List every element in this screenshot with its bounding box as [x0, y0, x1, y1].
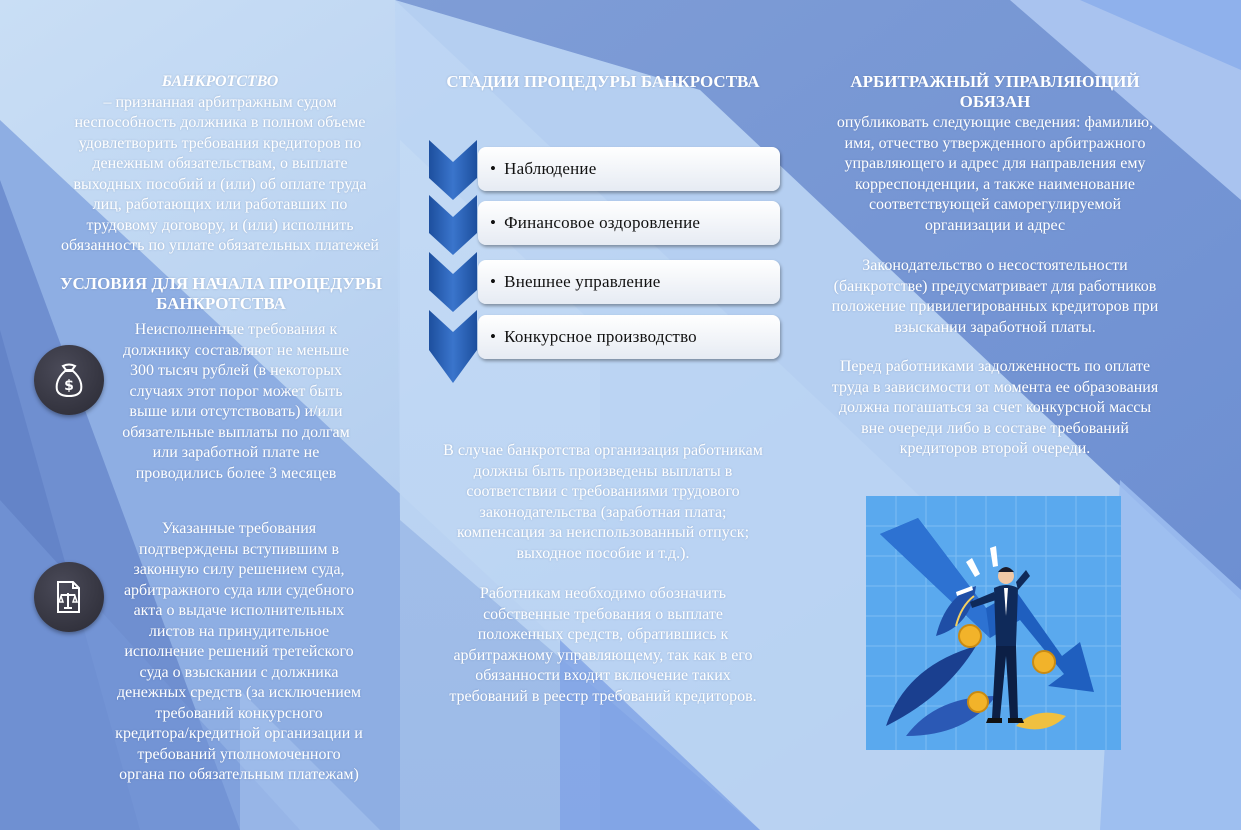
stage-item [478, 315, 780, 359]
definition-line: выходных пособий и (или) об оплате труда [73, 175, 367, 193]
definition-line: неспособность должника в полном объеме [74, 114, 366, 131]
payments-line: В случае банкротства организация работникам [443, 442, 763, 459]
condition-2-line: акта о выдаче исполнительных [133, 602, 345, 619]
manager-line: Перед работниками задолженность по оплате [839, 358, 1151, 375]
definition-line: трудовому договору, и (или) исполнить [86, 216, 354, 234]
bullet: • [490, 159, 497, 178]
payments-paragraph-1 [412, 441, 794, 564]
payments-line: выходное пособие и т.д.). [516, 544, 690, 562]
money-bag-icon [34, 345, 104, 415]
condition-2-line: требований уполномоченного [137, 745, 341, 763]
condition-1-line: или заработной плате не [152, 444, 320, 461]
bullet: • [490, 327, 497, 346]
definition-block [30, 72, 410, 257]
definition-line: обязанность по уплате обязательных платежей [61, 237, 379, 254]
stages-heading: СТАДИИ ПРОЦЕДУРЫ БАНКРОСТВА [446, 72, 760, 91]
payments-line: собственные требования о выплате [483, 605, 723, 623]
definition-line: денежным обязательствам, о выплате [92, 155, 348, 172]
stage-item [478, 260, 780, 304]
manager-line: Законодательство о несостоятельности [862, 257, 1128, 274]
condition-2-line: денежных средств (за исключением [116, 684, 362, 701]
condition-2-line: Указанные требования [161, 520, 317, 537]
manager-line: труда в зависимости от момента ее образования [831, 378, 1159, 396]
manager-heading-line: ОБЯЗАН [959, 92, 1031, 111]
stage-label: Финансовое оздоровление [504, 213, 701, 232]
condition-1-line: должнику составляют не меньше [122, 341, 350, 359]
condition-2-line: листов на принудительное [148, 622, 330, 640]
stage-label: Наблюдение [504, 159, 597, 178]
condition-2-line: арбитражного суда или судебного [123, 581, 355, 599]
manager-paragraph-3 [800, 357, 1190, 460]
manager-line: положение привилегированных кредиторов при [831, 298, 1159, 315]
payments-line: арбитражному управляющему, так как в его [453, 646, 753, 664]
manager-line: имя, отчество утвержденного арбитражного [844, 134, 1146, 152]
payments-line: должны быть произведены выплаты в [473, 462, 733, 480]
condition-1-line: Неисполненные требования к [134, 321, 338, 338]
conditions-heading: УСЛОВИЯ ДЛЯ НАЧАЛА ПРОЦЕДУРЫ БАНКРОТСТВА [60, 274, 382, 313]
condition-2-line: требований конкурсного [155, 704, 323, 722]
bullet: • [490, 272, 497, 291]
stage-item [478, 201, 780, 245]
definition-line: удовлетворить требования кредиторов по [78, 134, 362, 152]
manager-line: (банкротстве) предусматривает для работников [833, 277, 1157, 295]
payments-paragraph-2 [412, 584, 794, 707]
condition-2-line: суда о взыскании с должника [139, 663, 339, 681]
manager-paragraph-1 [800, 113, 1190, 236]
condition-1-line: проводились более 3 месяцев [135, 464, 337, 482]
stage-item [478, 147, 780, 191]
manager-heading [800, 72, 1190, 112]
manager-line: организации и адрес [924, 216, 1066, 234]
payments-line: компенсация за неиспользованный отпуск; [456, 524, 750, 541]
payments-line: требований в реестр требований кредиторов. [449, 687, 757, 705]
condition-2-line: исполнение решений третейского [124, 643, 354, 660]
condition-2-text [94, 519, 384, 786]
condition-1-text [96, 320, 376, 484]
condition-2-line: органа по обязательным платежам) [119, 766, 359, 783]
manager-line: управляющего и адрес для направления ему [844, 155, 1146, 172]
manager-line: опубликовать следующие сведения: фамилию, [836, 114, 1154, 131]
definition-term: БАНКРОТСТВО [161, 73, 279, 90]
stage-label: Внешнее управление [504, 272, 661, 291]
manager-line: корреспонденции, а также наименование [855, 175, 1135, 193]
payments-line: Работникам необходимо обозначить [479, 585, 727, 602]
condition-2-line: законную силу решением суда, [133, 561, 345, 578]
payments-line: обязанности входит включение таких [475, 667, 731, 684]
stage-label: Конкурсное производство [504, 327, 697, 346]
manager-line: должна погашаться за счет конкурсной массы [838, 399, 1152, 416]
svg-text:$: $ [64, 378, 74, 394]
payments-line: положенных средств, обратившись к [477, 626, 729, 643]
payments-line: законодательства (заработная плата; [479, 503, 727, 521]
manager-line: взыскании заработной платы. [894, 318, 1096, 336]
condition-1-line: обязательные выплаты по долгам [122, 423, 350, 441]
definition-line: лиц, работающих или работавших по [92, 196, 348, 213]
condition-1-line: выше или отсутствовать) и/или [129, 403, 343, 420]
condition-1-line: случаях этот порог может быть [129, 382, 343, 400]
condition-2-line: кредитора/кредитной организации и [115, 725, 363, 742]
bullet: • [490, 213, 497, 232]
payments-line: соответствии с требованиями трудового [466, 483, 740, 500]
definition-line: – признанная арбитражным судом [103, 93, 337, 111]
condition-2-line: подтверждены вступившим в [139, 540, 339, 558]
manager-heading-line: АРБИТРАЖНЫЙ УПРАВЛЯЮЩИЙ [850, 72, 1140, 91]
manager-line: вне очереди либо в составе требований [861, 419, 1129, 437]
falling-chart-illustration [866, 496, 1121, 750]
manager-line: соответствующей саморегулируемой [868, 196, 1122, 213]
manager-line: кредиторов второй очереди. [899, 440, 1091, 457]
manager-paragraph-2 [800, 256, 1190, 338]
condition-1-line: 300 тысяч рублей (в некоторых [129, 362, 343, 379]
